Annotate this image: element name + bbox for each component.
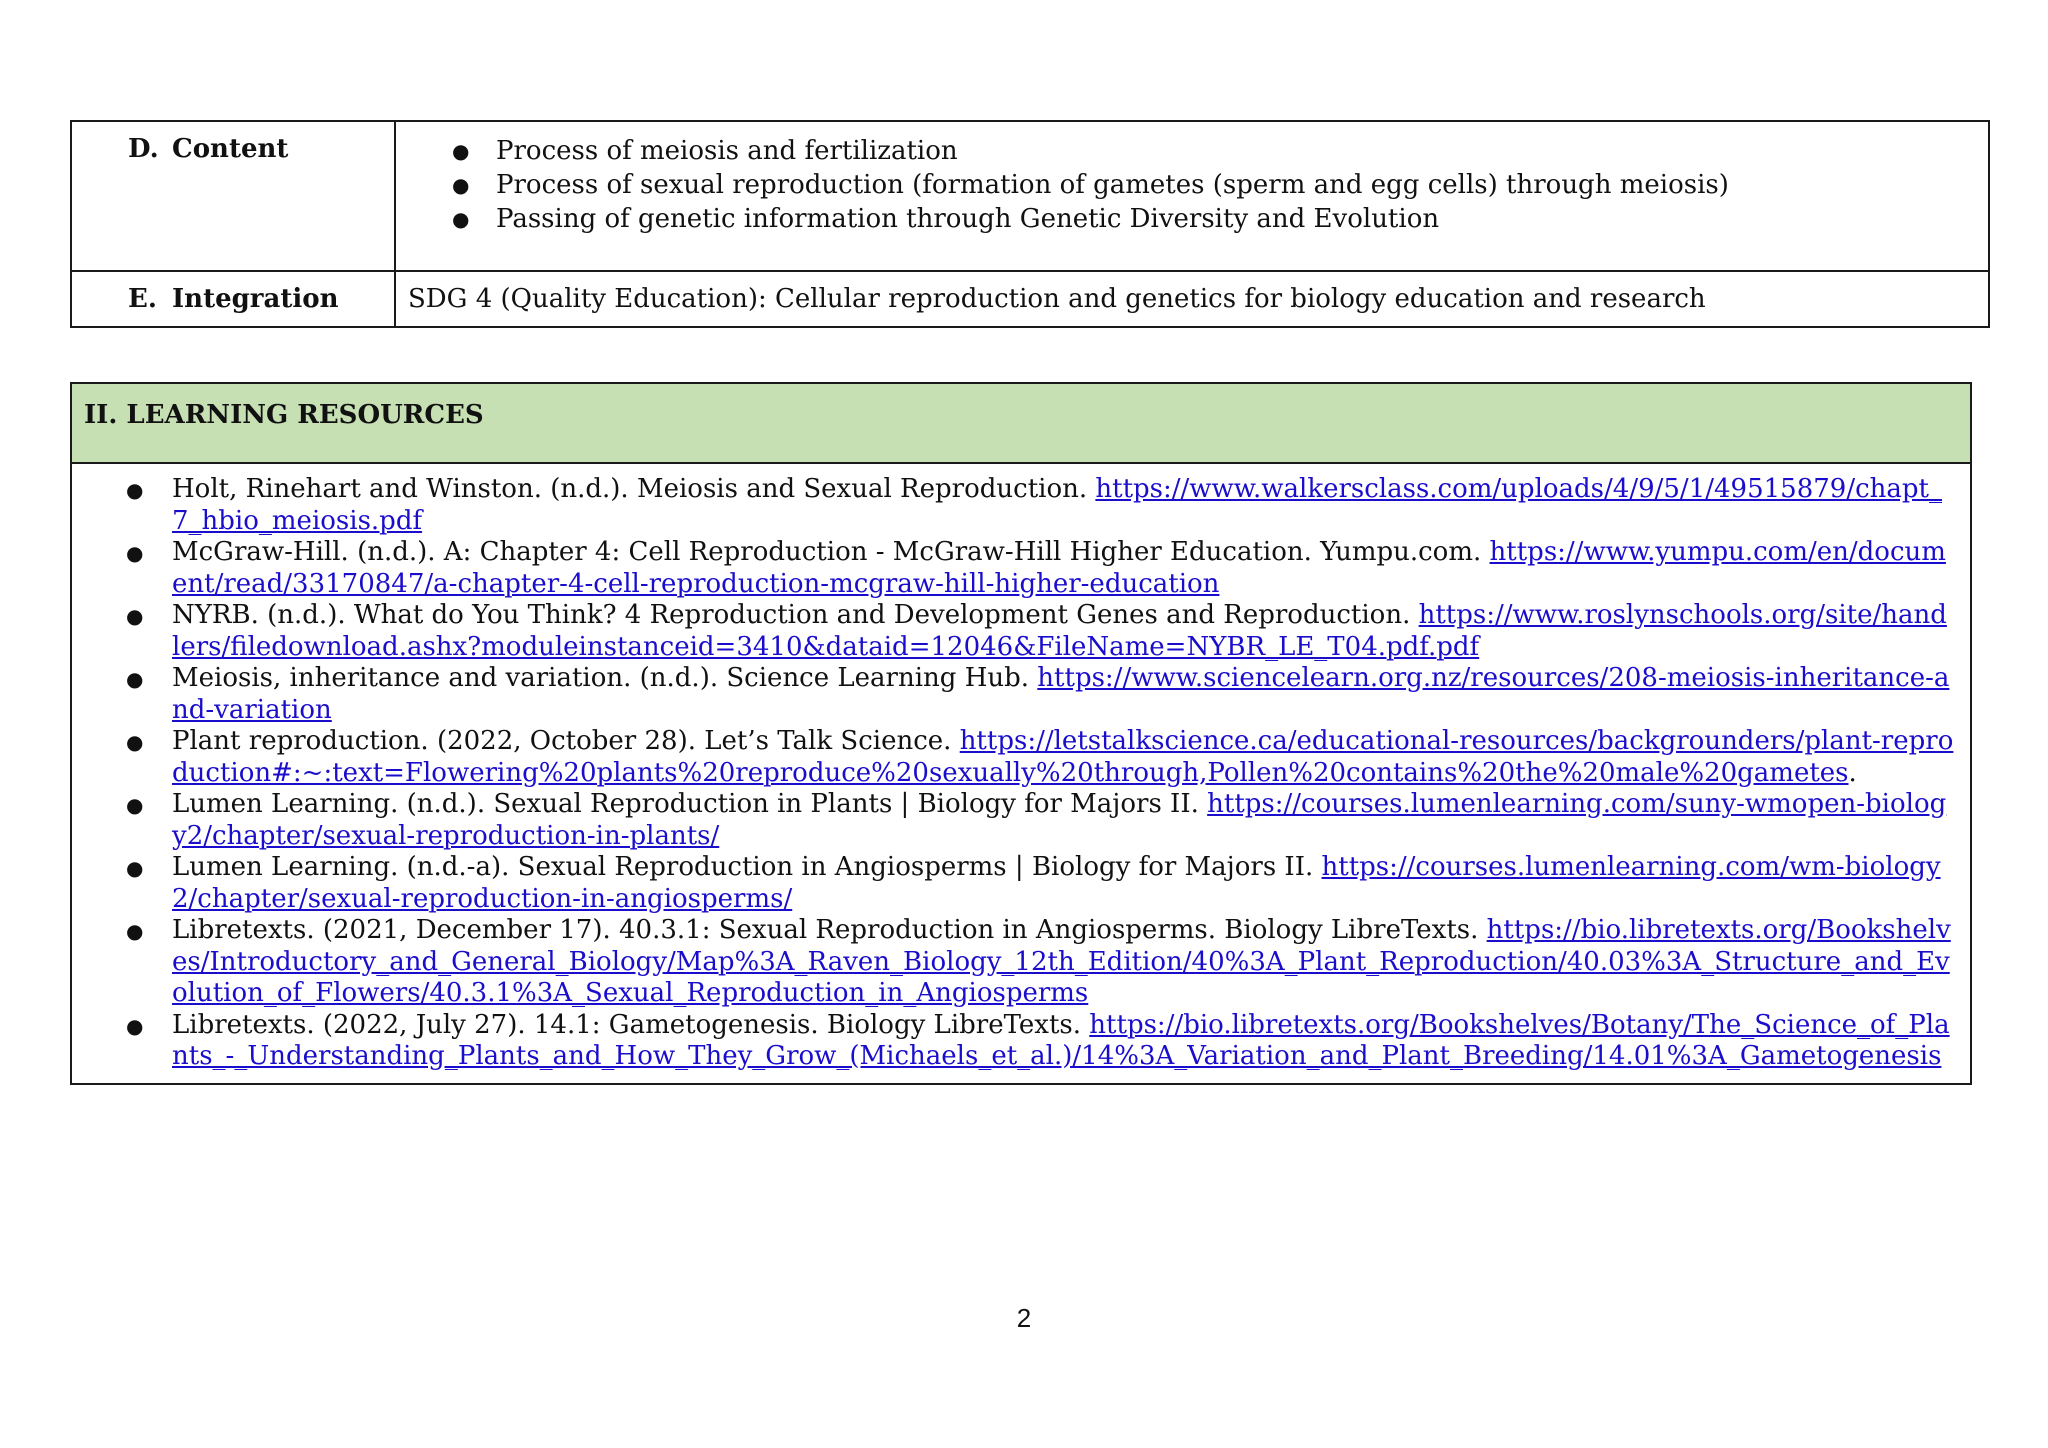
bullet-icon: ● [126, 856, 144, 880]
reference-link[interactable]: https://courses.lumenlearning.com/suny-wmopen-biology2/chapter/sexual-reproduction-in-plants/ [172, 789, 1947, 851]
reference-link[interactable]: https://www.yumpu.com/en/document/read/33170847/a-chapter-4-cell-reproduction-mcgraw-hill-higher-education [172, 537, 1946, 599]
reference-link[interactable]: https://bio.libretexts.org/Bookshelves/Botany/The_Science_of_Plants_-_Understanding_Plants_and_How_They_Grow_(Michaels_et_al.)/14%3A_Variation_and_Plant_Breeding/14.01%3A_Gametogenesis [172, 1009, 1950, 1071]
bullet-icon: ● [126, 478, 144, 502]
bullet-icon: ● [126, 730, 144, 754]
content-list [406, 134, 1978, 236]
content-item-text: Process of sexual reproduction (formation of gametes (sperm and egg cells) through meiosis) [496, 170, 1729, 200]
list-item [452, 134, 1978, 168]
list-item [452, 202, 1978, 236]
reference-link[interactable]: https://www.sciencelearn.org.nz/resources/208-meiosis-inheritance-and-variation [172, 663, 1950, 725]
integration-text: SDG 4 (Quality Education): Cellular reproduction and genetics for biology education and research [408, 284, 1706, 314]
reference-link[interactable]: https://letstalkscience.ca/educational-resources/backgrounders/plant-reproduction#:~:text=Flowering%20plants%20reproduce%20sexually%20through,Pollen%20contains%20the%20male%20gametes [172, 726, 1954, 788]
resources-list [82, 474, 1954, 1073]
content-item-text: Process of meiosis and fertilization [496, 136, 958, 166]
reference-text: Lumen Learning. (n.d.). Sexual Reproduction in Plants | Biology for Majors II. [172, 789, 1199, 819]
reference-link[interactable]: https://bio.libretexts.org/Bookshelves/Introductory_and_General_Biology/Map%3A_Raven_Biology_12th_Edition/40%3A_Plant_Reproduction/40.03%3A_Structure_and_Evolution_of_Flowers/40.3.1%3A_Sexual_Reproduction_in_Angiosperms [172, 915, 1951, 1008]
list-item [126, 537, 1954, 600]
bullet-icon: ● [452, 173, 470, 197]
integration-letter: E. [128, 284, 157, 314]
list-item [126, 789, 1954, 852]
content-letter: D. [128, 134, 159, 164]
resources-body-row [71, 463, 1971, 1084]
integration-row [71, 271, 1989, 327]
page-number: 2 [1016, 1303, 1032, 1333]
bullet-icon: ● [452, 207, 470, 231]
content-item-text: Passing of genetic information through Genetic Diversity and Evolution [496, 204, 1440, 234]
resources-cell [71, 463, 1971, 1084]
bullet-icon: ● [126, 541, 144, 565]
bullet-icon: ● [126, 919, 144, 943]
list-item [126, 474, 1954, 537]
content-integration-table [70, 120, 1990, 328]
reference-text: Plant reproduction. (2022, October 28). Let’s Talk Science. [172, 726, 952, 756]
content-row [71, 121, 1989, 271]
reference-link[interactable]: https://www.walkersclass.com/uploads/4/9/5/1/49515879/chapt_7_hbio_meiosis.pdf [172, 474, 1942, 536]
learning-resources-table [70, 382, 1972, 1085]
reference-text: Libretexts. (2021, December 17). 40.3.1: Sexual Reproduction in Angiosperms. Biology LibreTexts. [172, 915, 1479, 945]
integration-text-cell [395, 271, 1989, 327]
list-item [126, 726, 1954, 789]
list-item [452, 168, 1978, 202]
list-item [126, 600, 1954, 663]
reference-suffix: . [1848, 757, 1857, 788]
list-item [126, 852, 1954, 915]
list-item [126, 663, 1954, 726]
reference-text: Holt, Rinehart and Winston. (n.d.). Meiosis and Sexual Reproduction. [172, 474, 1088, 504]
reference-text: NYRB. (n.d.). What do You Think? 4 Reproduction and Development Genes and Reproduction. [172, 600, 1411, 630]
reference-text: Lumen Learning. (n.d.-a). Sexual Reproduction in Angiosperms | Biology for Majors II. [172, 852, 1314, 882]
bullet-icon: ● [126, 604, 144, 628]
reference-text: Libretexts. (2022, July 27). 14.1: Gametogenesis. Biology LibreTexts. [172, 1009, 1082, 1040]
list-item [126, 1010, 1954, 1073]
bullet-icon: ● [126, 1013, 144, 1038]
content-items-cell [395, 121, 1989, 271]
section-header: II. LEARNING RESOURCES [71, 383, 1971, 463]
integration-label-cell [71, 271, 395, 327]
reference-link[interactable]: https://courses.lumenlearning.com/wm-biology2/chapter/sexual-reproduction-in-angiosperms/ [172, 852, 1941, 914]
reference-text: Meiosis, inheritance and variation. (n.d.). Science Learning Hub. [172, 663, 1030, 693]
bullet-icon: ● [126, 667, 144, 691]
resources-header-row [71, 383, 1971, 463]
reference-link[interactable]: https://www.roslynschools.org/site/handlers/filedownload.ashx?moduleinstanceid=3410&dataid=12046&FileName=NYBR_LE_T04.pdf.pdf [172, 600, 1947, 662]
bullet-icon: ● [126, 793, 144, 817]
reference-text: McGraw-Hill. (n.d.). A: Chapter 4: Cell Reproduction - McGraw-Hill Higher Education. Yumpu.com. [172, 537, 1482, 567]
content-label-cell [71, 121, 395, 271]
bullet-icon: ● [452, 139, 470, 163]
content-label: Content [172, 134, 289, 164]
list-item [126, 915, 1954, 1010]
integration-label: Integration [172, 284, 339, 314]
